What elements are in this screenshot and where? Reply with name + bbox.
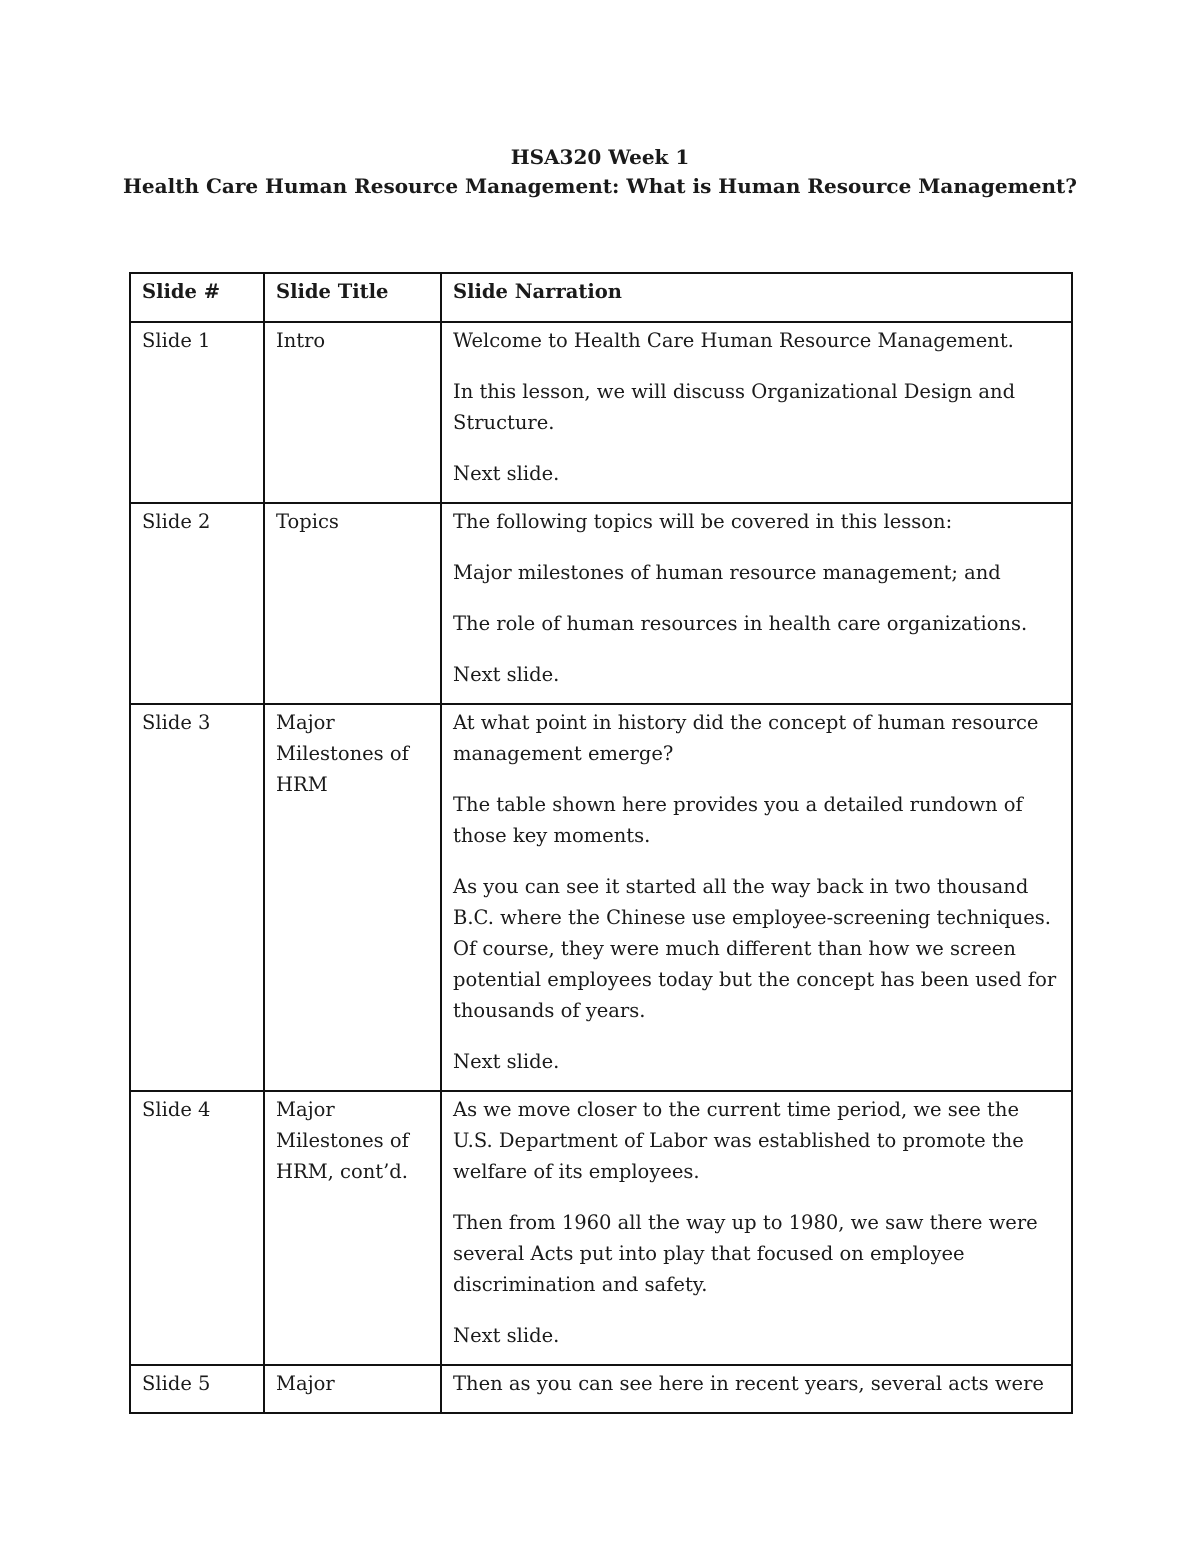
table-row — [130, 1365, 1072, 1413]
document-title: Health Care Human Resource Management: What is Human Resource Management? — [123, 174, 1077, 198]
narration-paragraph: As you can see it started all the way back in two thousand B.C. where the Chinese use employee-screening techniques. Of course, they were much different than how we screen potential employees today but the concept has been used for thousands of years. — [453, 875, 1057, 1022]
slide-narration-cell — [441, 322, 1072, 503]
narration-paragraph: The role of human resources in health care organizations. — [453, 612, 1028, 635]
table-header-row — [130, 273, 1072, 322]
slide-number-cell: Slide 4 — [130, 1091, 264, 1365]
narration-paragraph: Next slide. — [453, 1324, 560, 1347]
narration-paragraph: Then from 1960 all the way up to 1980, we saw there were several Acts put into play that focused on employee discrimination and safety. — [453, 1211, 1038, 1296]
table-row — [130, 704, 1072, 1091]
table-row — [130, 1091, 1072, 1365]
slide-title-cell: Major — [264, 1365, 441, 1413]
narration-paragraph: The table shown here provides you a detailed rundown of those key moments. — [453, 793, 1023, 847]
slide-narration-cell — [441, 503, 1072, 704]
slide-narration-table — [129, 272, 1073, 1414]
narration-paragraph: Next slide. — [453, 1050, 560, 1073]
slide-title-cell: Intro — [264, 322, 441, 503]
slide-number-cell: Slide 5 — [130, 1365, 264, 1413]
slide-narration-cell — [441, 1365, 1072, 1413]
slide-title-cell: Major Milestones of HRM — [264, 704, 441, 1091]
narration-paragraph: The following topics will be covered in this lesson: — [453, 510, 953, 533]
slide-title-cell: Major Milestones of HRM, cont’d. — [264, 1091, 441, 1365]
column-header-slide-number: Slide # — [130, 273, 264, 322]
narration-paragraph: As we move closer to the current time period, we see the U.S. Department of Labor was established to promote the welfare of its employees. — [453, 1098, 1024, 1183]
narration-paragraph: Next slide. — [453, 462, 560, 485]
narration-paragraph: At what point in history did the concept of human resource management emerge? — [453, 711, 1039, 765]
slide-number-cell: Slide 3 — [130, 704, 264, 1091]
narration-paragraph: Major milestones of human resource management; and — [453, 561, 1001, 584]
slide-narration-cell — [441, 1091, 1072, 1365]
slide-number-cell: Slide 1 — [130, 322, 264, 503]
slide-number-cell: Slide 2 — [130, 503, 264, 704]
narration-paragraph: Next slide. — [453, 663, 560, 686]
narration-paragraph: In this lesson, we will discuss Organizational Design and Structure. — [453, 380, 1016, 434]
document-header — [0, 143, 1200, 201]
table-row — [130, 322, 1072, 503]
course-week-heading: HSA320 Week 1 — [510, 145, 690, 169]
narration-paragraph: Then as you can see here in recent years, several acts were — [453, 1372, 1044, 1395]
slide-narration-cell — [441, 704, 1072, 1091]
table-row — [130, 503, 1072, 704]
column-header-slide-title: Slide Title — [264, 273, 441, 322]
column-header-slide-narration: Slide Narration — [441, 273, 1072, 322]
slide-title-cell: Topics — [264, 503, 441, 704]
narration-paragraph: Welcome to Health Care Human Resource Management. — [453, 329, 1014, 352]
